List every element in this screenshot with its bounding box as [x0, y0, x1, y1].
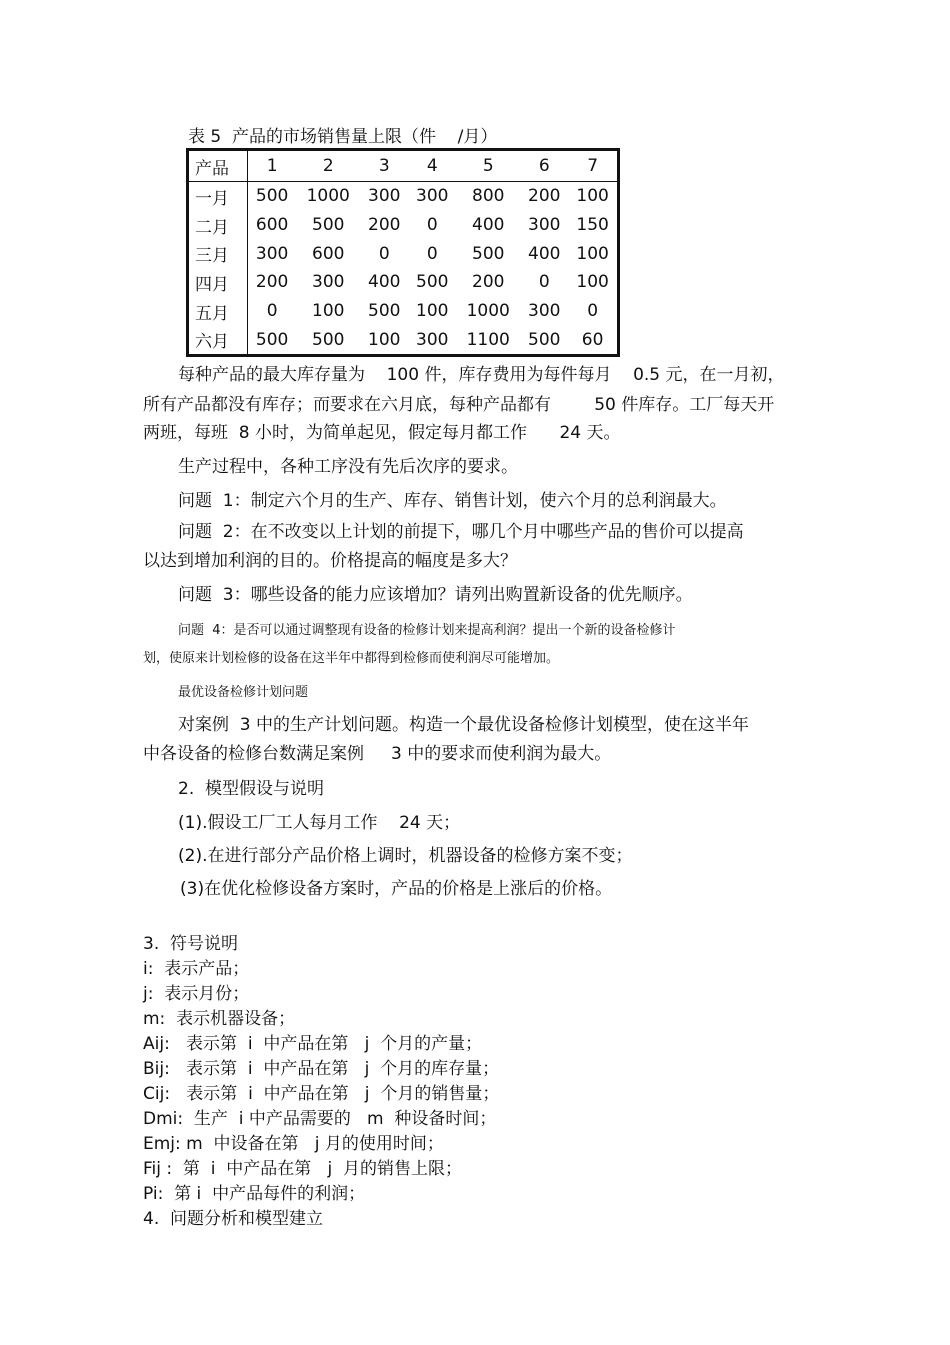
table-cell: 1000 [466, 301, 510, 322]
table-cell: 500 [368, 301, 401, 322]
table-cell: 300 [255, 243, 289, 264]
table-cell: 400 [528, 243, 561, 264]
symbol-item: Emj: m 中设备在第 j 月的使用时间； [143, 1134, 444, 1154]
table-cell: 300 [416, 186, 449, 207]
table-row [188, 268, 619, 297]
symbol-item: Pi: 第 i 中产品每件的利润； [143, 1184, 366, 1204]
symbol-item: Cij: 表示第 i 中产品在第 j 个月的销售量； [143, 1084, 500, 1104]
symbol-item: i: 表示产品； [143, 959, 250, 979]
month-cell: 四月 [188, 268, 248, 297]
assumption-item: (3)在优化检修设备方案时，产品的价格是上涨后的价格。 [180, 879, 613, 899]
table-row [188, 211, 619, 240]
paragraph-line: 中各设备的检修台数满足案例 3 中的要求而使利润为最大。 [143, 744, 612, 764]
question-2-line: 问题 2：在不改变以上计划的前提下，哪几个月中哪些产品的售价可以提高 [178, 522, 744, 542]
header-cell: 3 [360, 150, 408, 182]
month-cell: 五月 [188, 297, 248, 326]
assumptions-heading: 2. 模型假设与说明 [178, 779, 325, 799]
table-cell: 500 [255, 186, 289, 207]
table-cell: 100 [576, 186, 609, 207]
paragraph-line: 所有产品都没有库存；而要求在六月底，每种产品都有 50 件库存。工厂每天开 [143, 395, 775, 415]
sales-limit-table [186, 148, 620, 357]
paragraph-line: 每种产品的最大库存量为 100 件，库存费用为每件每月 0.5 元，在一月初， [178, 365, 785, 385]
month-cell: 一月 [188, 182, 248, 211]
table-cell: 0 [266, 301, 278, 322]
table-cell: 400 [472, 215, 505, 236]
table-cell: 1000 [306, 186, 350, 207]
header-cell: 产品 [188, 150, 248, 182]
symbols-heading: 3. 符号说明 [143, 934, 239, 954]
table-cell: 500 [416, 272, 449, 293]
header-cell: 2 [296, 150, 360, 182]
assumption-item: (2).在进行部分产品价格上调时，机器设备的检修方案不变； [178, 846, 633, 866]
table-cell: 0 [378, 243, 390, 264]
question-2-line: 以达到增加利润的目的。价格提高的幅度是多大？ [143, 551, 517, 571]
table-row [188, 297, 619, 326]
header-cell: 4 [408, 150, 456, 182]
table-cell: 600 [255, 215, 289, 236]
table-cell: 500 [312, 329, 345, 350]
assumption-item: (1).假设工厂工人每月工作 24 天； [178, 813, 461, 833]
month-cell: 三月 [188, 239, 248, 268]
table-cell: 200 [472, 272, 505, 293]
header-cell: 7 [568, 150, 618, 182]
table-cell: 150 [576, 215, 609, 236]
month-cell: 六月 [188, 325, 248, 355]
section-heading: 4. 问题分析和模型建立 [143, 1209, 324, 1229]
table-cell: 400 [368, 272, 401, 293]
paragraph-line: 对案例 3 中的生产计划问题。构造一个最优设备检修计划模型，使在这半年 [178, 715, 750, 735]
table-cell: 200 [255, 272, 289, 293]
table-cell: 200 [528, 186, 561, 207]
table-row [188, 182, 619, 211]
question-4-line: 问题 4：是否可以通过调整现有设备的检修计划来提高利润？提出一个新的设备检修计 [178, 623, 676, 638]
table-cell: 600 [312, 243, 345, 264]
table-cell: 500 [528, 329, 561, 350]
table-cell: 500 [472, 243, 505, 264]
header-cell: 6 [520, 150, 568, 182]
table-cell: 100 [576, 243, 609, 264]
table-caption: 表 5 产品的市场销售量上限（件 /月） [188, 127, 498, 147]
question-1: 问题 1：制定六个月的生产、库存、销售计划，使六个月的总利润最大。 [178, 491, 727, 511]
question-3: 问题 3：哪些设备的能力应该增加？请列出购置新设备的优先顺序。 [178, 585, 693, 605]
header-cell: 1 [248, 150, 297, 182]
table-cell: 60 [581, 329, 604, 350]
table-row [188, 325, 619, 355]
paragraph-line: 生产过程中，各种工序没有先后次序的要求。 [178, 457, 518, 477]
table-cell: 300 [312, 272, 345, 293]
table-cell: 300 [528, 301, 561, 322]
symbol-item: j: 表示月份； [143, 984, 250, 1004]
symbol-item: m: 表示机器设备； [143, 1009, 296, 1029]
symbol-item: Dmi: 生产 i 中产品需要的 m 种设备时间； [143, 1109, 497, 1129]
table-cell: 300 [416, 329, 449, 350]
paragraph-line: 两班，每班 8 小时，为简单起见，假定每月都工作 24 天。 [143, 423, 621, 443]
table-cell: 100 [368, 329, 401, 350]
table-cell: 100 [576, 272, 609, 293]
table-cell: 0 [426, 215, 438, 236]
table-row [188, 239, 619, 268]
month-cell: 二月 [188, 211, 248, 240]
table-header-row [188, 150, 619, 182]
symbol-item: Bij: 表示第 i 中产品在第 j 个月的库存量； [143, 1059, 500, 1079]
header-cell: 5 [456, 150, 520, 182]
symbol-item: Aij: 表示第 i 中产品在第 j 个月的产量； [143, 1034, 483, 1054]
table-cell: 500 [255, 329, 289, 350]
table-cell: 200 [368, 215, 401, 236]
table-cell: 800 [472, 186, 505, 207]
table-cell: 0 [538, 272, 550, 293]
symbol-item: Fij : 第 i 中产品在第 j 月的销售上限； [143, 1159, 463, 1179]
table-cell: 300 [368, 186, 401, 207]
table-cell: 0 [587, 301, 599, 322]
table-cell: 300 [528, 215, 561, 236]
table-cell: 0 [426, 243, 438, 264]
question-4-line: 划，使原来计划检修的设备在这半年中都得到检修而使利润尽可能增加。 [143, 651, 560, 666]
table-cell: 500 [312, 215, 345, 236]
table-cell: 100 [416, 301, 449, 322]
section-subtitle: 最优设备检修计划问题 [178, 685, 309, 700]
table-cell: 1100 [466, 329, 510, 350]
table-cell: 100 [312, 301, 345, 322]
